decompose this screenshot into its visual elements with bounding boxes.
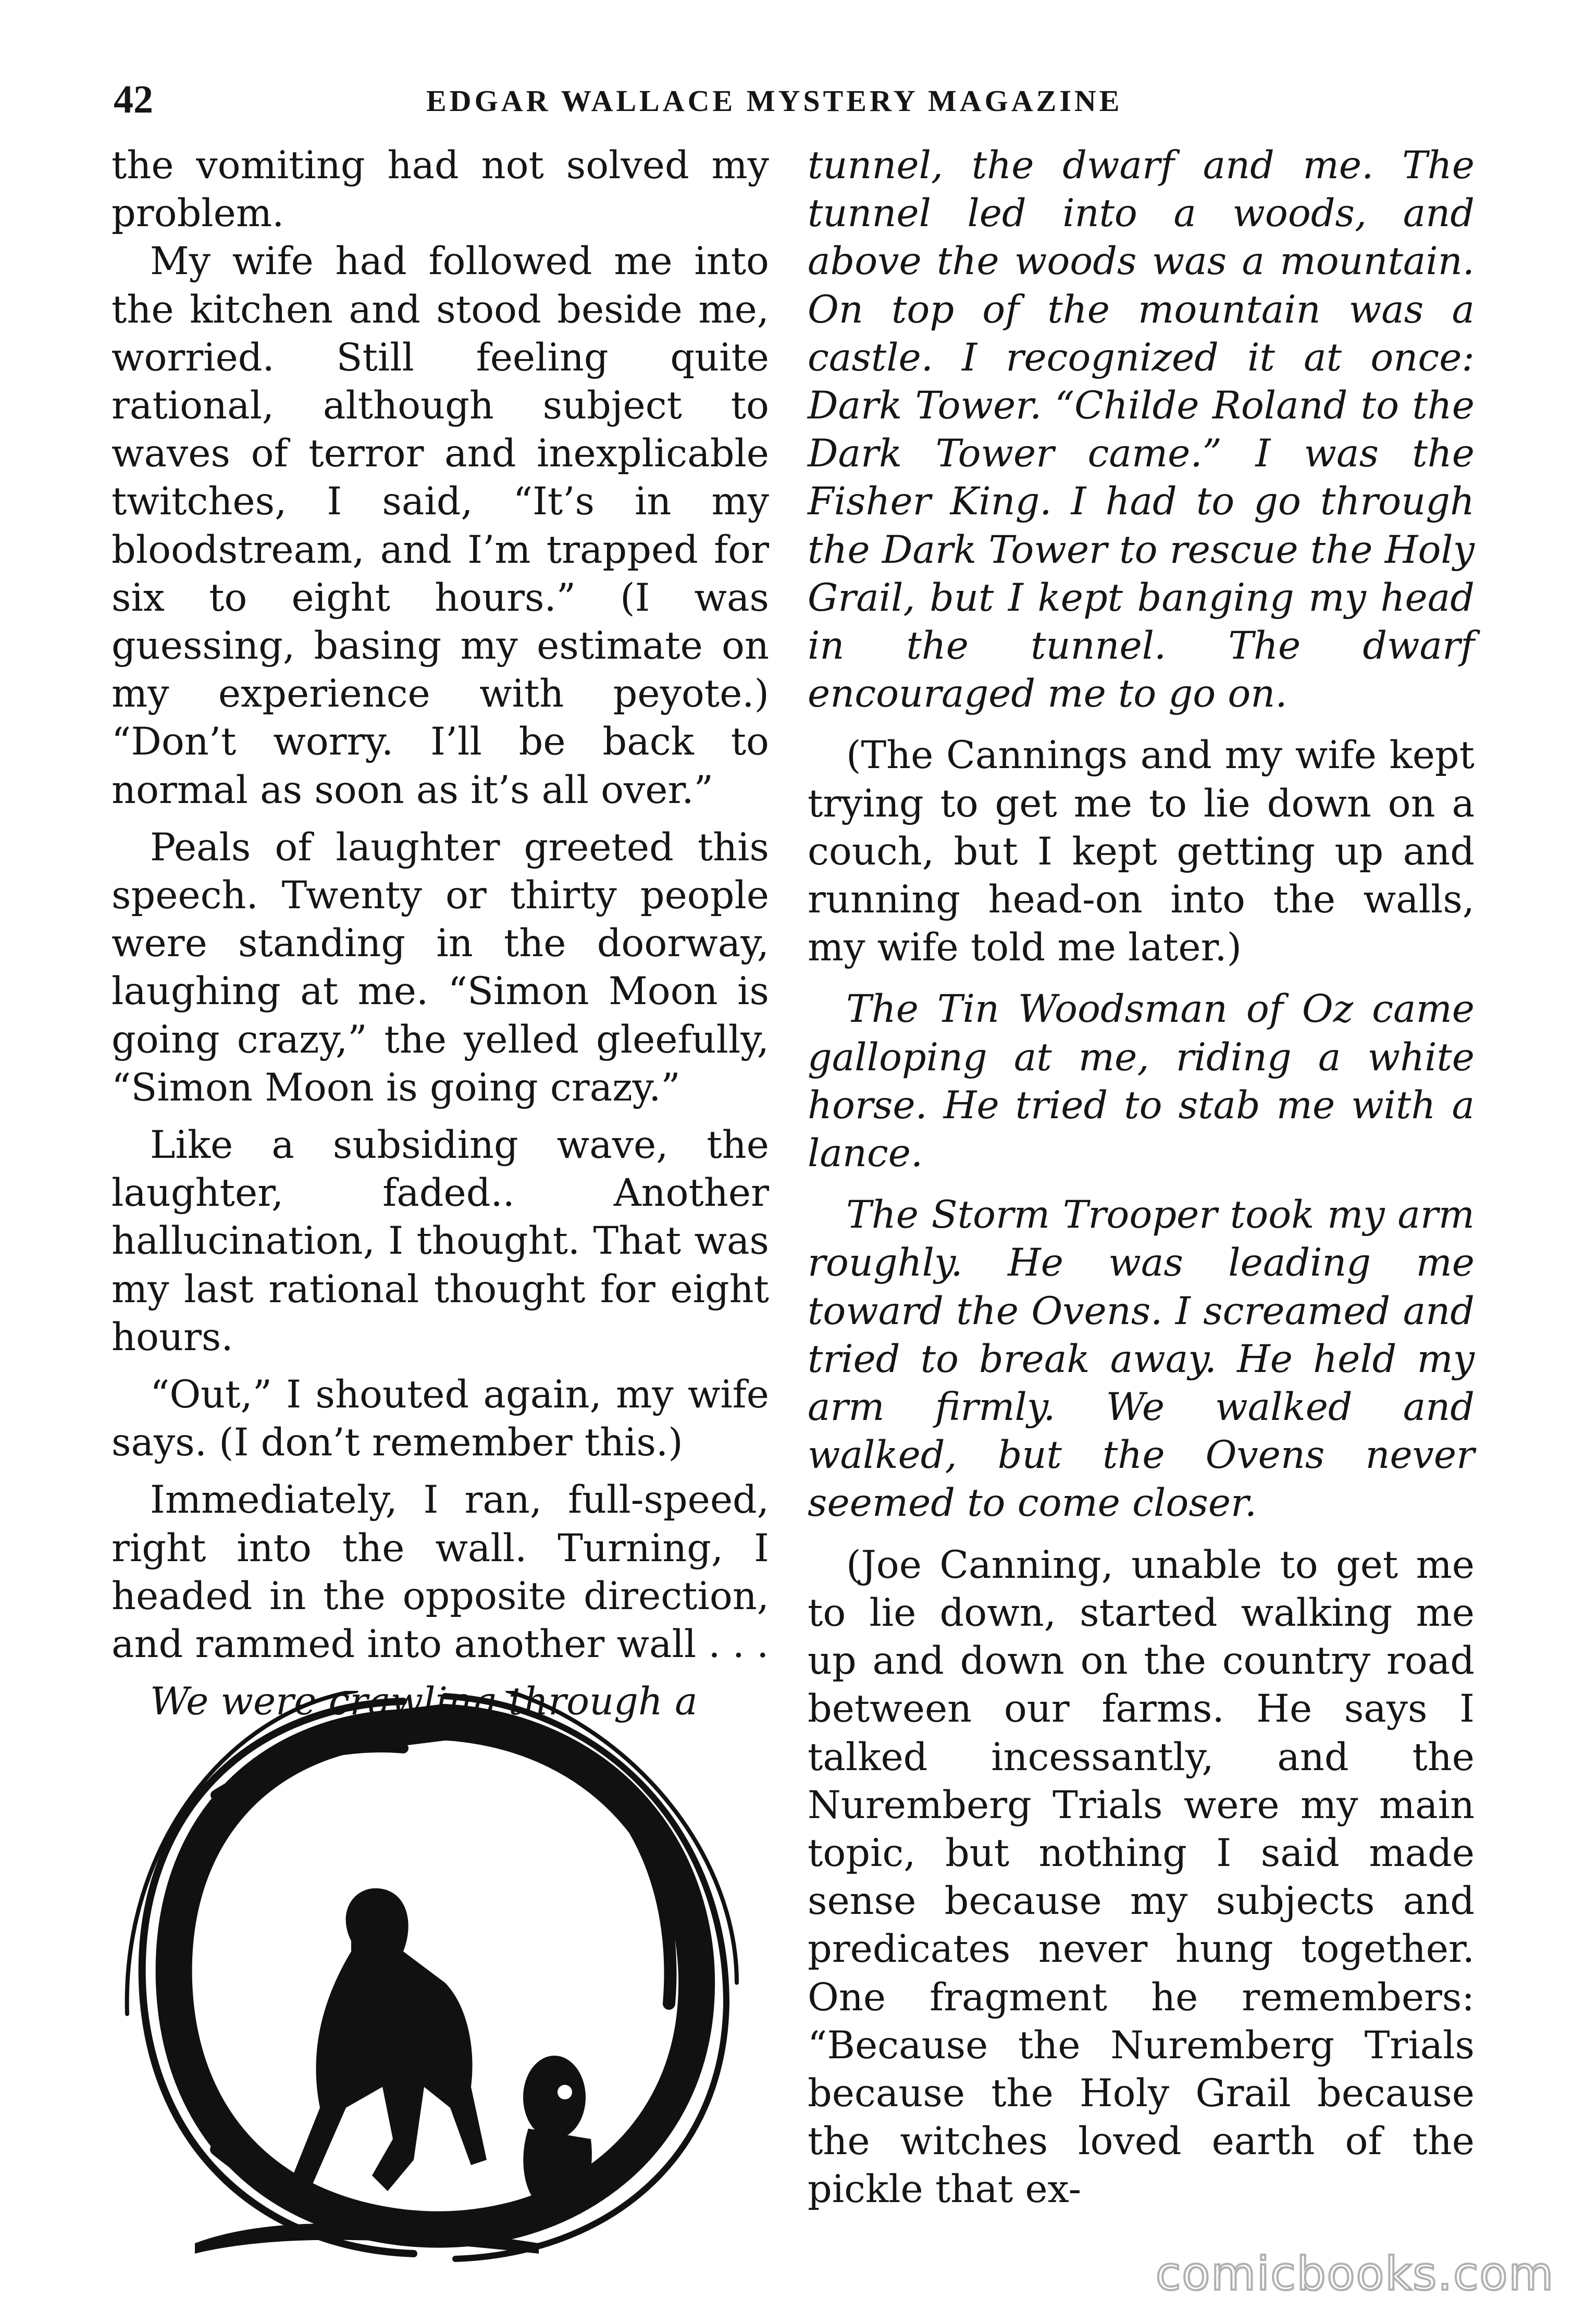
paragraph: (Joe Canning, unable to get me to lie down, started walking me up and down on the country road between our farms. He says I talked incessantly, and the Nuremberg Trials were my main topic, but nothing I said made sense because my subjects and predicates never hung together. One fragment he remembers: “Because the Nuremberg Trials because the Holy Grail because the witches loved earth of the pickle that ex- <box>808 1542 1475 2212</box>
page-number: 42 <box>114 78 153 121</box>
paragraph: My wife had followed me into the kitchen and stood beside me, worried. Still feeling quite rational, although subject to waves of terror and inexplicable twitches, I said, “It’s in my bloodstream, and I’m trapped for six to eight hours.” (I was guessing, basing my estimate on my experience with peyote.) “Don’t worry. I’ll be back to normal as soon as it’s all over.” <box>112 239 769 812</box>
paragraph: Peals of laughter greeted this speech. Twenty or thirty people were standing in the doorway, laughing at me. “Simon Moon is going crazy,” the yelled gleefully, “Simon Moon is going crazy.” <box>112 825 769 1110</box>
paragraph: The Tin Woodsman of Oz came galloping at me, riding a white horse. He tried to stab me with a lance. <box>808 987 1475 1176</box>
paragraph: tunnel, the dwarf and me. The tunnel led into a woods, and above the woods was a mountain. On top of the mountain was a castle. I recognized it at once: Dark Tower. “Childe Roland to the Dark Tower came.” I was the Fisher King. I had to go through the Dark Tower to rescue the Holy Grail, but I kept banging my head in the tunnel. The dwarf encouraged me to go on. <box>808 143 1475 716</box>
paragraph: “Out,” I shouted again, my wife says. (I don’t remember this.) <box>112 1373 769 1465</box>
paragraph: Immediately, I ran, full-speed, right into the wall. Turning, I headed in the opposite direction, and rammed into another wall . . . <box>112 1478 769 1667</box>
paragraph: (The Cannings and my wife kept trying to get me to lie down on a couch, but I kept getting up and running head-on into the walls, my wife told me later.) <box>808 733 1475 970</box>
running-title: EDGAR WALLACE MYSTERY MAGAZINE <box>426 84 1123 118</box>
paragraph: The Storm Trooper took my arm roughly. He was leading me toward the Ovens. I screamed and tried to break away. He held my arm firmly. We walked and walked, but the Ovens never seemed to come closer. <box>808 1193 1475 1526</box>
left-column <box>112 142 769 1726</box>
watermark: comicbooks.com <box>1156 2247 1555 2301</box>
tunnel-illustration <box>112 1691 745 2269</box>
paragraph: the vomiting had not solved my problem. <box>112 143 769 236</box>
paragraph: Like a subsiding wave, the laughter, faded.. Another hallucination, I thought. That was my last rational thought for eight hours. <box>112 1123 769 1359</box>
right-column <box>808 142 1475 2214</box>
paragraph: We were crawling through a <box>150 1679 698 1724</box>
